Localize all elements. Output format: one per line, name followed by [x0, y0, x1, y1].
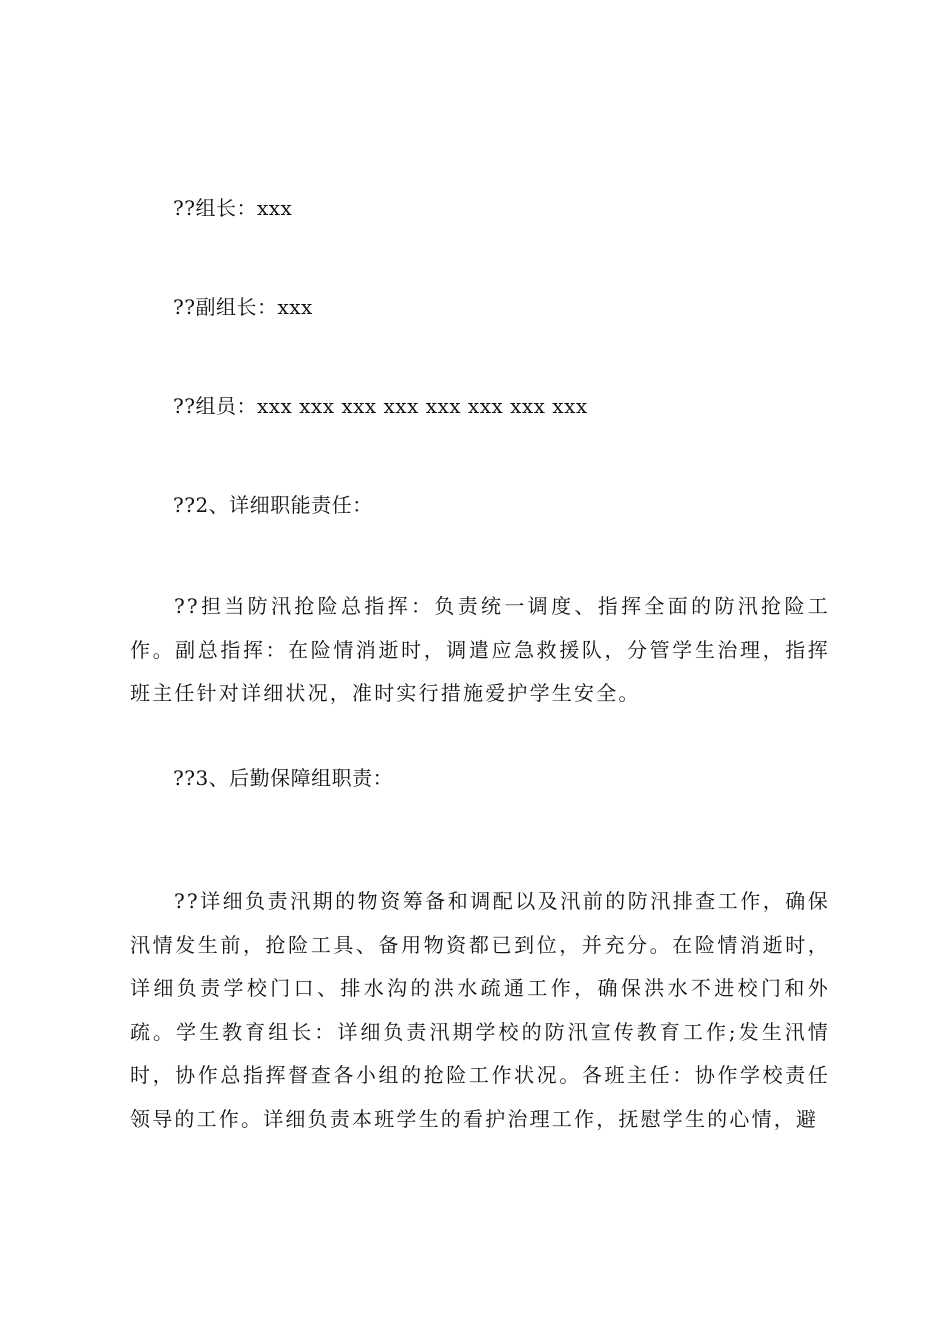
section3-paragraph: ??详细负责汛期的物资筹备和调配以及汛前的防汛排查工作，确保汛情发生前，抢险工具、备用物资都已到位，并充分。在险情消逝时，详细负责学校门口、排水沟的洪水疏通工作，确保洪水不进校门和外疏。学生教育组长：详细负责汛期学校的防汛宣传教育工作;发生汛情时，协作总指挥督查各小组的抢险工作状况。各班主任：协作学校责任领导的工作。详细负责本班学生的看护治理工作，抚慰学生的心情，避 [130, 889, 830, 1131]
section3-heading: ??3、后勤保障组职责： [173, 766, 394, 790]
leader-line: ??组长：xxx [173, 196, 293, 220]
section2-heading: ??2、详细职能责任： [173, 493, 373, 517]
members-line: ??组员：xxx xxx xxx xxx xxx xxx xxx xxx [173, 394, 588, 418]
section2-paragraph: ??担当防汛抢险总指挥：负责统一调度、指挥全面的防汛抢险工作。副总指挥：在险情消逝时，调遣应急救援队，分管学生治理，指挥班主任针对详细状况，准时实行措施爱护学生安全。 [130, 594, 830, 705]
deputy-leader-line: ??副组长：xxx [173, 295, 313, 319]
